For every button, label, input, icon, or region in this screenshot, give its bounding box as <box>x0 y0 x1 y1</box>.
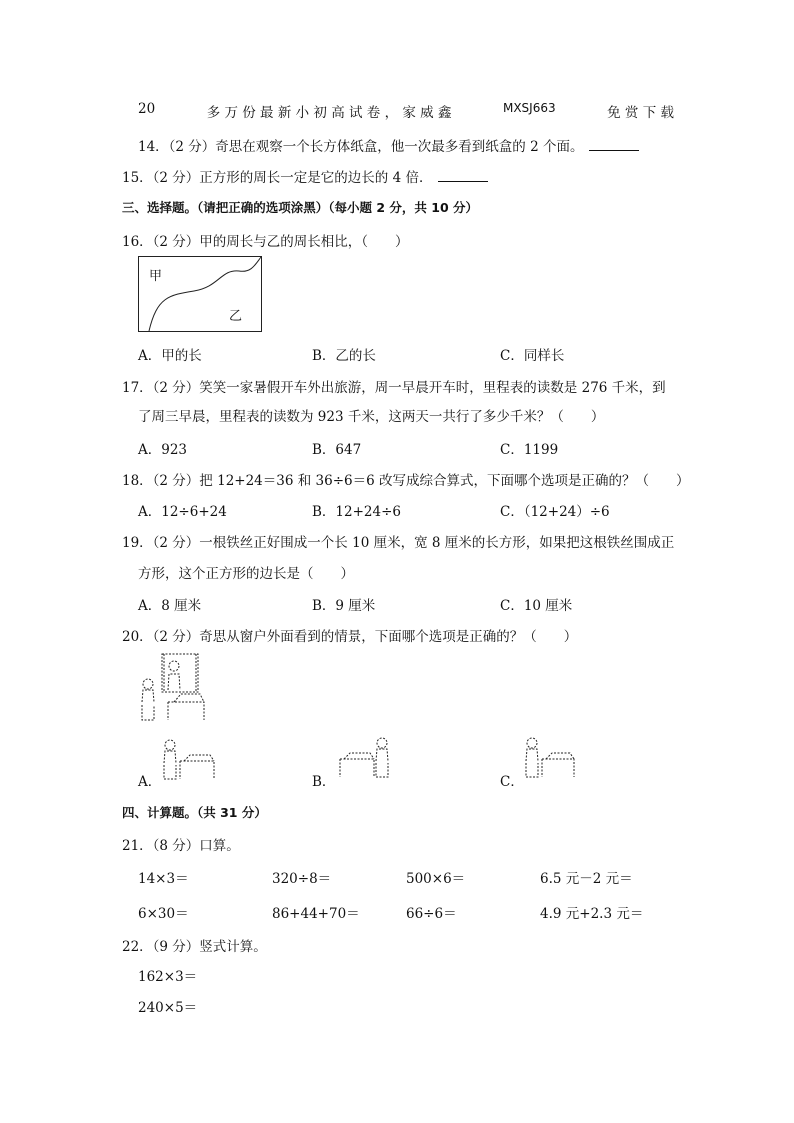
q20-option-c-image[interactable] <box>520 735 580 780</box>
question-19-line2: 方形，这个正方形的边长是（ ） <box>138 566 354 582</box>
q20-option-b[interactable]: B． <box>312 774 336 790</box>
question-16-stem: 16．（2 分）甲的周长与乙的周长相比，（ ） <box>122 234 409 250</box>
q22-item-1: 162×3＝ <box>138 969 198 985</box>
q19-option-b[interactable]: B．9 厘米 <box>312 598 376 614</box>
q21-r2-c2: 86+44+70＝ <box>272 906 360 922</box>
figure-label-yi: 乙 <box>229 309 243 324</box>
q20-option-a[interactable]: A． <box>138 774 162 790</box>
question-21-stem: 21．（8 分）口算。 <box>122 838 240 854</box>
q20-option-b-image[interactable] <box>336 735 396 780</box>
section-3-title: 三、选择题。（请把正确的选项涂黑）（每小题 2 分，共 10 分） <box>122 200 479 215</box>
q16-option-c[interactable]: C．同样长 <box>500 348 565 364</box>
q21-r1-c2: 320÷8＝ <box>272 871 332 887</box>
figure-label-jia: 甲 <box>149 269 163 284</box>
question-15 <box>122 166 488 186</box>
q19-option-a[interactable]: A．8 厘米 <box>138 598 202 614</box>
q18-option-c[interactable]: C．（12+24）÷6 <box>500 504 610 520</box>
q21-r1-c3: 500×6＝ <box>406 871 466 887</box>
q22-item-2: 240×5＝ <box>138 1000 198 1016</box>
q19-option-c[interactable]: C．10 厘米 <box>500 598 573 614</box>
question-17-line1: 17．（2 分）笑笑一家暑假开车外出旅游，周一早晨开车时，里程表的读数是 276 千米，到 <box>122 380 666 396</box>
answer-blank-14[interactable] <box>589 138 639 151</box>
q21-r2-c3: 66÷6＝ <box>406 906 457 922</box>
question-17-line2: 了周三早晨，里程表的读数为 923 千米，这两天一共行了多少千米？（ ） <box>138 409 605 425</box>
q17-option-b[interactable]: B．647 <box>312 442 362 458</box>
q21-r1-c1: 14×3＝ <box>138 871 189 887</box>
q20-option-a-image[interactable] <box>158 737 218 782</box>
question-18-stem: 18．（2 分）把 12+24＝36 和 36÷6＝6 改写成综合算式，下面哪个选项是正确的？（ ） <box>122 473 690 489</box>
q20-option-c[interactable]: C． <box>500 774 524 790</box>
header-code: MXSJ663 <box>502 101 556 115</box>
q16-option-b[interactable]: B．乙的长 <box>312 348 376 364</box>
question-15-text: 15．（2 分）正方形的周长一定是它的边长的 4 倍． <box>122 170 433 186</box>
q16-option-a[interactable]: A．甲的长 <box>138 348 202 364</box>
q18-option-b[interactable]: B．12+24÷6 <box>312 504 401 520</box>
question-14 <box>138 135 639 155</box>
q17-option-c[interactable]: C．1199 <box>500 442 559 458</box>
question-19-line1: 19．（2 分）一根铁丝正好围成一个长 10 厘米，宽 8 厘米的长方形，如果把这根铁丝围成正 <box>122 535 675 551</box>
header-left: 20 <box>138 101 156 117</box>
q21-r1-c4: 6.5 元－2 元＝ <box>540 871 633 887</box>
page-header <box>138 101 674 121</box>
question-20-stem: 20．（2 分）奇思从窗户外面看到的情景，下面哪个选项是正确的？（ ） <box>122 629 578 645</box>
question-14-text: 14．（2 分）奇思在观察一个长方体纸盒，他一次最多看到纸盒的 2 个面。 <box>138 139 584 155</box>
q17-option-a[interactable]: A．923 <box>138 442 188 458</box>
q18-option-a[interactable]: A．12÷6+24 <box>138 504 227 520</box>
answer-blank-15[interactable] <box>438 169 488 182</box>
q21-r2-c4: 4.9 元+2.3 元＝ <box>540 906 644 922</box>
header-right: 免 赏 下 载 <box>607 105 674 121</box>
perimeter-figure <box>138 256 262 332</box>
section-4-title: 四、计算题。（共 31 分） <box>122 805 267 820</box>
window-scene-image <box>136 650 216 725</box>
q21-r2-c1: 6×30＝ <box>138 906 189 922</box>
question-22-stem: 22．（9 分）竖式计算。 <box>122 939 267 955</box>
header-middle: 多 万 份 最 新 小 初 高 试 卷 ， 家 威 鑫 <box>206 105 452 121</box>
